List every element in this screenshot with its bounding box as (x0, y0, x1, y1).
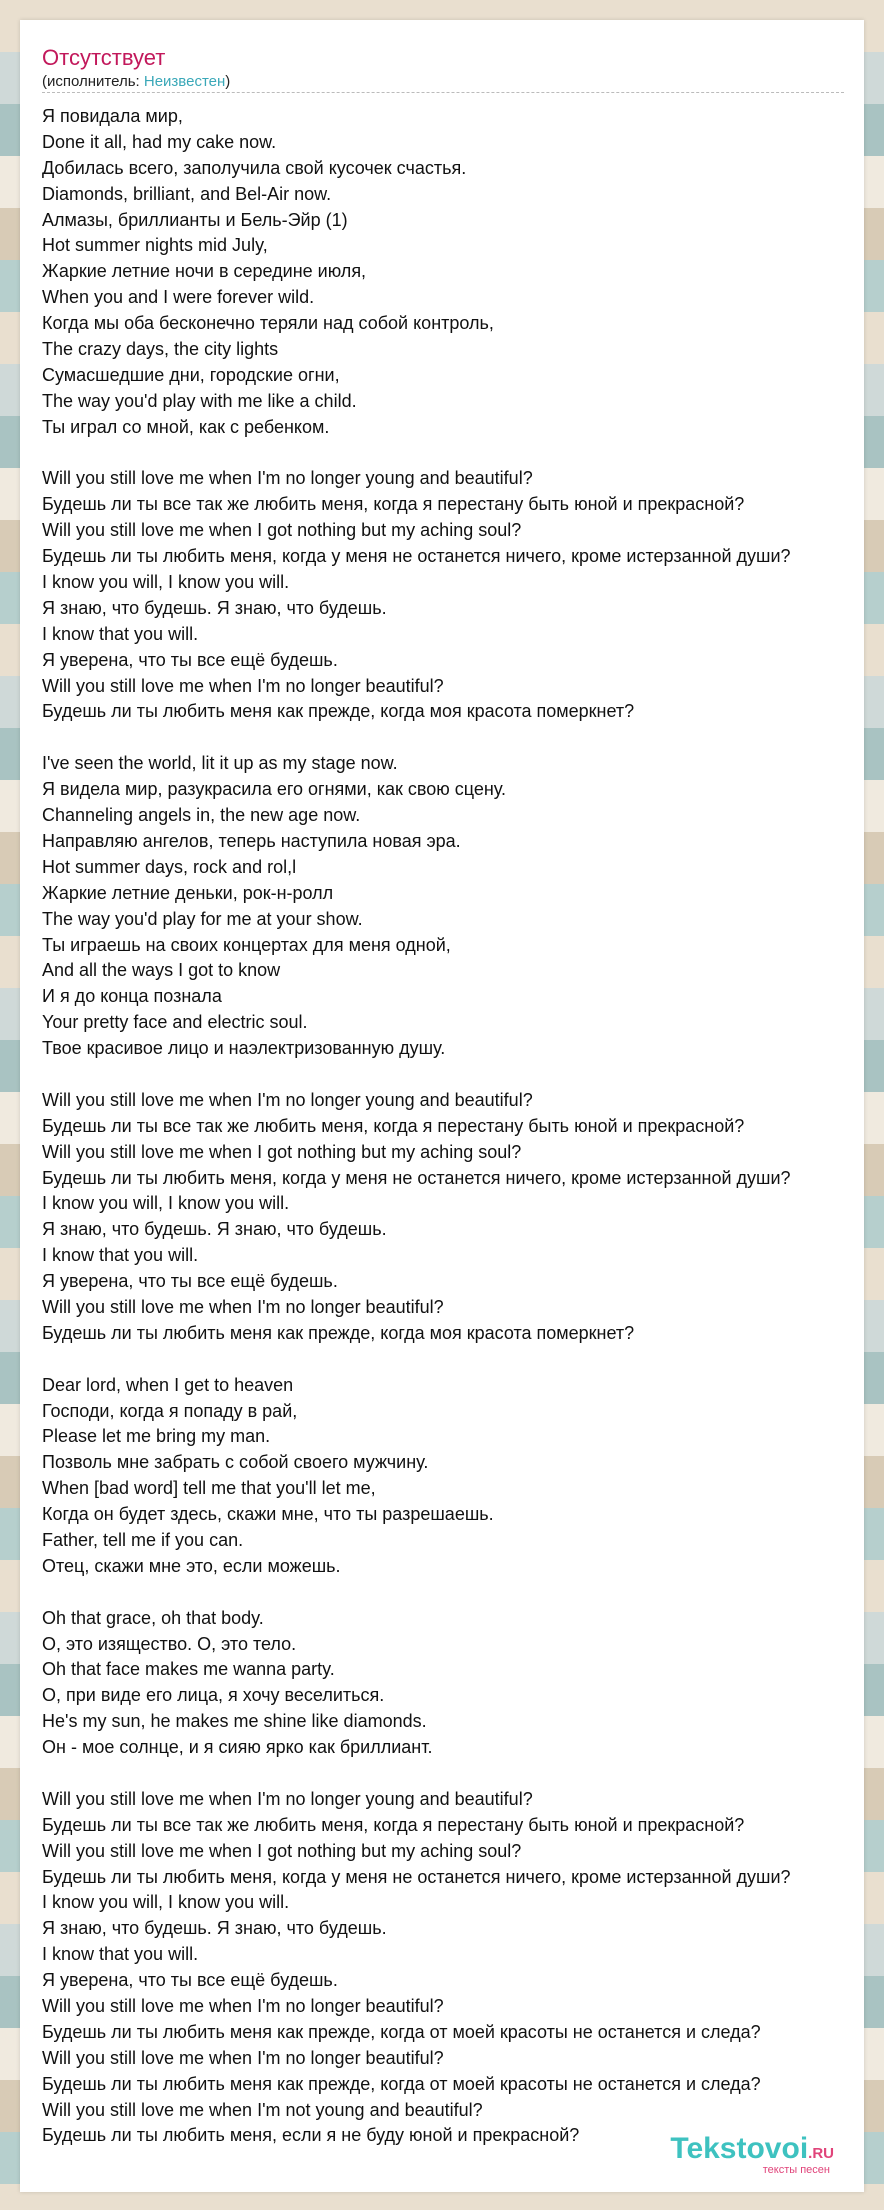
lyric-line: Will you still love me when I'm no longer young and beautiful? (42, 468, 533, 489)
artist-prefix: (исполнитель: (42, 73, 144, 90)
lyric-line: Отец, скажи мне это, если можешь. (42, 1555, 341, 1576)
lyric-line: Я знаю, что будешь. Я знаю, что будешь. (42, 1219, 387, 1240)
lyric-line: Я уверена, что ты все ещё будешь. (42, 649, 338, 670)
artist-link[interactable]: Неизвестен (143, 73, 226, 90)
lyric-line: Father, tell me if you can. (42, 1529, 244, 1550)
logo-suffix: .RU (808, 2145, 834, 2162)
lyric-line: Будешь ли ты любить меня, когда у меня не останется ничего, кроме истерзанной души? (42, 546, 791, 567)
logo-brand (670, 2134, 834, 2164)
lyric-line: Channeling angels in, the new age now. (42, 805, 361, 826)
lyric-line: И я до конца познала (42, 986, 222, 1007)
lyric-line: Will you still love me when I'm no longer young and beautiful? (42, 1788, 533, 1809)
lyric-line: Will you still love me when I'm no longer young and beautiful? (42, 1089, 533, 1110)
lyric-line: Сумасшедшие дни, городские огни, (42, 364, 340, 385)
lyric-line: Dear lord, when I get to heaven (42, 1374, 294, 1395)
lyric-line: Будешь ли ты любить меня как прежде, когда от моей красоты не останется и следа? (42, 2073, 761, 2094)
lyric-line: Будешь ли ты любить меня, когда у меня не останется ничего, кроме истерзанной души? (42, 1866, 791, 1887)
stanza-gap (42, 1347, 862, 1373)
lyric-line: I know you will, I know you will. (42, 1193, 290, 1214)
lyric-line: Ты играешь на своих концертах для меня одной, (42, 934, 451, 955)
lyric-line: Will you still love me when I got nothing but my aching soul? (42, 1840, 522, 1861)
lyric-line: Я повидала мир, (42, 106, 183, 126)
logo-main-text: Tekstovoi (670, 2132, 809, 2165)
lyric-line: Алмазы, бриллианты и Бель-Эйр (1) (42, 209, 348, 230)
lyric-line: Я знаю, что будешь. Я знаю, что будешь. (42, 597, 387, 618)
stanza-gap (42, 441, 862, 467)
lyric-line: I know you will, I know you will. (42, 1892, 290, 1913)
lyric-line: О, это изящество. О, это тело. (42, 1633, 297, 1654)
lyric-line: Я уверена, что ты все ещё будешь. (42, 1271, 338, 1292)
lyric-line: Твое красивое лицо и наэлектризованную душу. (42, 1038, 446, 1059)
stanza-gap (42, 1580, 862, 1606)
lyric-line: Will you still love me when I'm no longer beautiful? (42, 2047, 444, 2068)
lyric-line: Будешь ли ты любить меня, если я не буду юной и прекрасной? (42, 2125, 580, 2146)
lyric-line: The way you'd play with me like a child. (42, 390, 357, 411)
lyric-line: Добилась всего, заполучила свой кусочек счастья. (42, 157, 467, 178)
lyric-line: I know that you will. (42, 1944, 199, 1965)
lyric-line: Он - мое солнце, и я сияю ярко как бриллиант. (42, 1737, 433, 1758)
lyric-line: When [bad word] tell me that you'll let me, (42, 1478, 376, 1499)
lyric-line: Done it all, had my cake now. (42, 131, 277, 152)
lyric-line: Я знаю, что будешь. Я знаю, что будешь. (42, 1918, 387, 1939)
lyric-line: Will you still love me when I'm no longer beautiful? (42, 1996, 444, 2017)
lyric-line: Hot summer nights mid July, (42, 235, 268, 256)
lyric-line: Я уверена, что ты все ещё будешь. (42, 1970, 338, 1991)
lyric-line: Позволь мне забрать с собой своего мужчину. (42, 1452, 429, 1473)
lyric-line: When you and I were forever wild. (42, 287, 315, 308)
artist-line (42, 72, 230, 92)
lyric-line: Oh that face makes me wanna party. (42, 1659, 335, 1680)
site-logo[interactable] (670, 2134, 834, 2176)
page-title: Отсутствует (42, 45, 166, 70)
lyric-line: Will you still love me when I'm no longer beautiful? (42, 1296, 444, 1317)
lyric-line: The crazy days, the city lights (42, 339, 279, 360)
lyric-line: Будешь ли ты любить меня как прежде, когда от моей красоты не останется и следа? (42, 2021, 761, 2042)
lyric-line: Will you still love me when I got nothing but my aching soul? (42, 520, 522, 541)
lyric-line: Будешь ли ты любить меня как прежде, когда моя красота померкнет? (42, 701, 635, 722)
lyric-line: Жаркие летние ночи в середине июля, (42, 261, 367, 282)
stanza-gap (42, 1761, 862, 1787)
lyric-line: Будешь ли ты любить меня, когда у меня не останется ничего, кроме истерзанной души? (42, 1167, 791, 1188)
stanza-gap (42, 725, 862, 751)
lyric-line: I know that you will. (42, 623, 199, 644)
lyric-line: Diamonds, brilliant, and Bel-Air now. (42, 183, 332, 204)
lyric-line: Your pretty face and electric soul. (42, 1012, 308, 1033)
lyric-line: Will you still love me when I'm not young and beautiful? (42, 2099, 483, 2120)
lyric-line: I've seen the world, lit it up as my stage now. (42, 753, 398, 774)
logo-tagline: тексты песен (762, 2164, 830, 2176)
lyrics-card (20, 20, 864, 2192)
lyric-line: Ты играл со мной, как с ребенком. (42, 416, 330, 437)
lyric-line: Будешь ли ты все так же любить меня, когда я перестану быть юной и прекрасной? (42, 1115, 745, 1136)
artist-suffix: ) (225, 73, 231, 90)
lyric-line: Направляю ангелов, теперь наступила новая эра. (42, 830, 461, 851)
lyrics-text (42, 104, 862, 2149)
lyric-line: Please let me bring my man. (42, 1426, 271, 1447)
lyric-line: Когда мы оба бесконечно теряли над собой контроль, (42, 313, 494, 334)
lyric-line: He's my sun, he makes me shine like diamonds. (42, 1711, 427, 1732)
lyric-line: The way you'd play for me at your show. (42, 908, 363, 929)
lyric-line: Когда он будет здесь, скажи мне, что ты разрешаешь. (42, 1504, 494, 1525)
lyric-line: Господи, когда я попаду в рай, (42, 1400, 298, 1421)
header-divider (42, 92, 844, 93)
lyric-line: And all the ways I got to know (42, 960, 281, 981)
lyric-line: Will you still love me when I'm no longer beautiful? (42, 675, 444, 696)
lyric-line: Будешь ли ты все так же любить меня, когда я перестану быть юной и прекрасной? (42, 1814, 745, 1835)
lyric-line: I know you will, I know you will. (42, 572, 290, 593)
lyric-line: Будешь ли ты любить меня как прежде, когда моя красота померкнет? (42, 1322, 635, 1343)
lyric-line: Я видела мир, разукрасила его огнями, как свою сцену. (42, 779, 507, 800)
lyric-line: Hot summer days, rock and rol,l (42, 856, 297, 877)
lyric-line: Жаркие летние деньки, рок-н-ролл (42, 882, 334, 903)
lyric-line: Will you still love me when I got nothing but my aching soul? (42, 1141, 522, 1162)
lyric-line: О, при виде его лица, я хочу веселиться. (42, 1685, 385, 1706)
lyric-line: I know that you will. (42, 1245, 199, 1266)
stanza-gap (42, 1062, 862, 1088)
lyric-line: Oh that grace, oh that body. (42, 1607, 264, 1628)
lyric-line: Будешь ли ты все так же любить меня, когда я перестану быть юной и прекрасной? (42, 494, 745, 515)
